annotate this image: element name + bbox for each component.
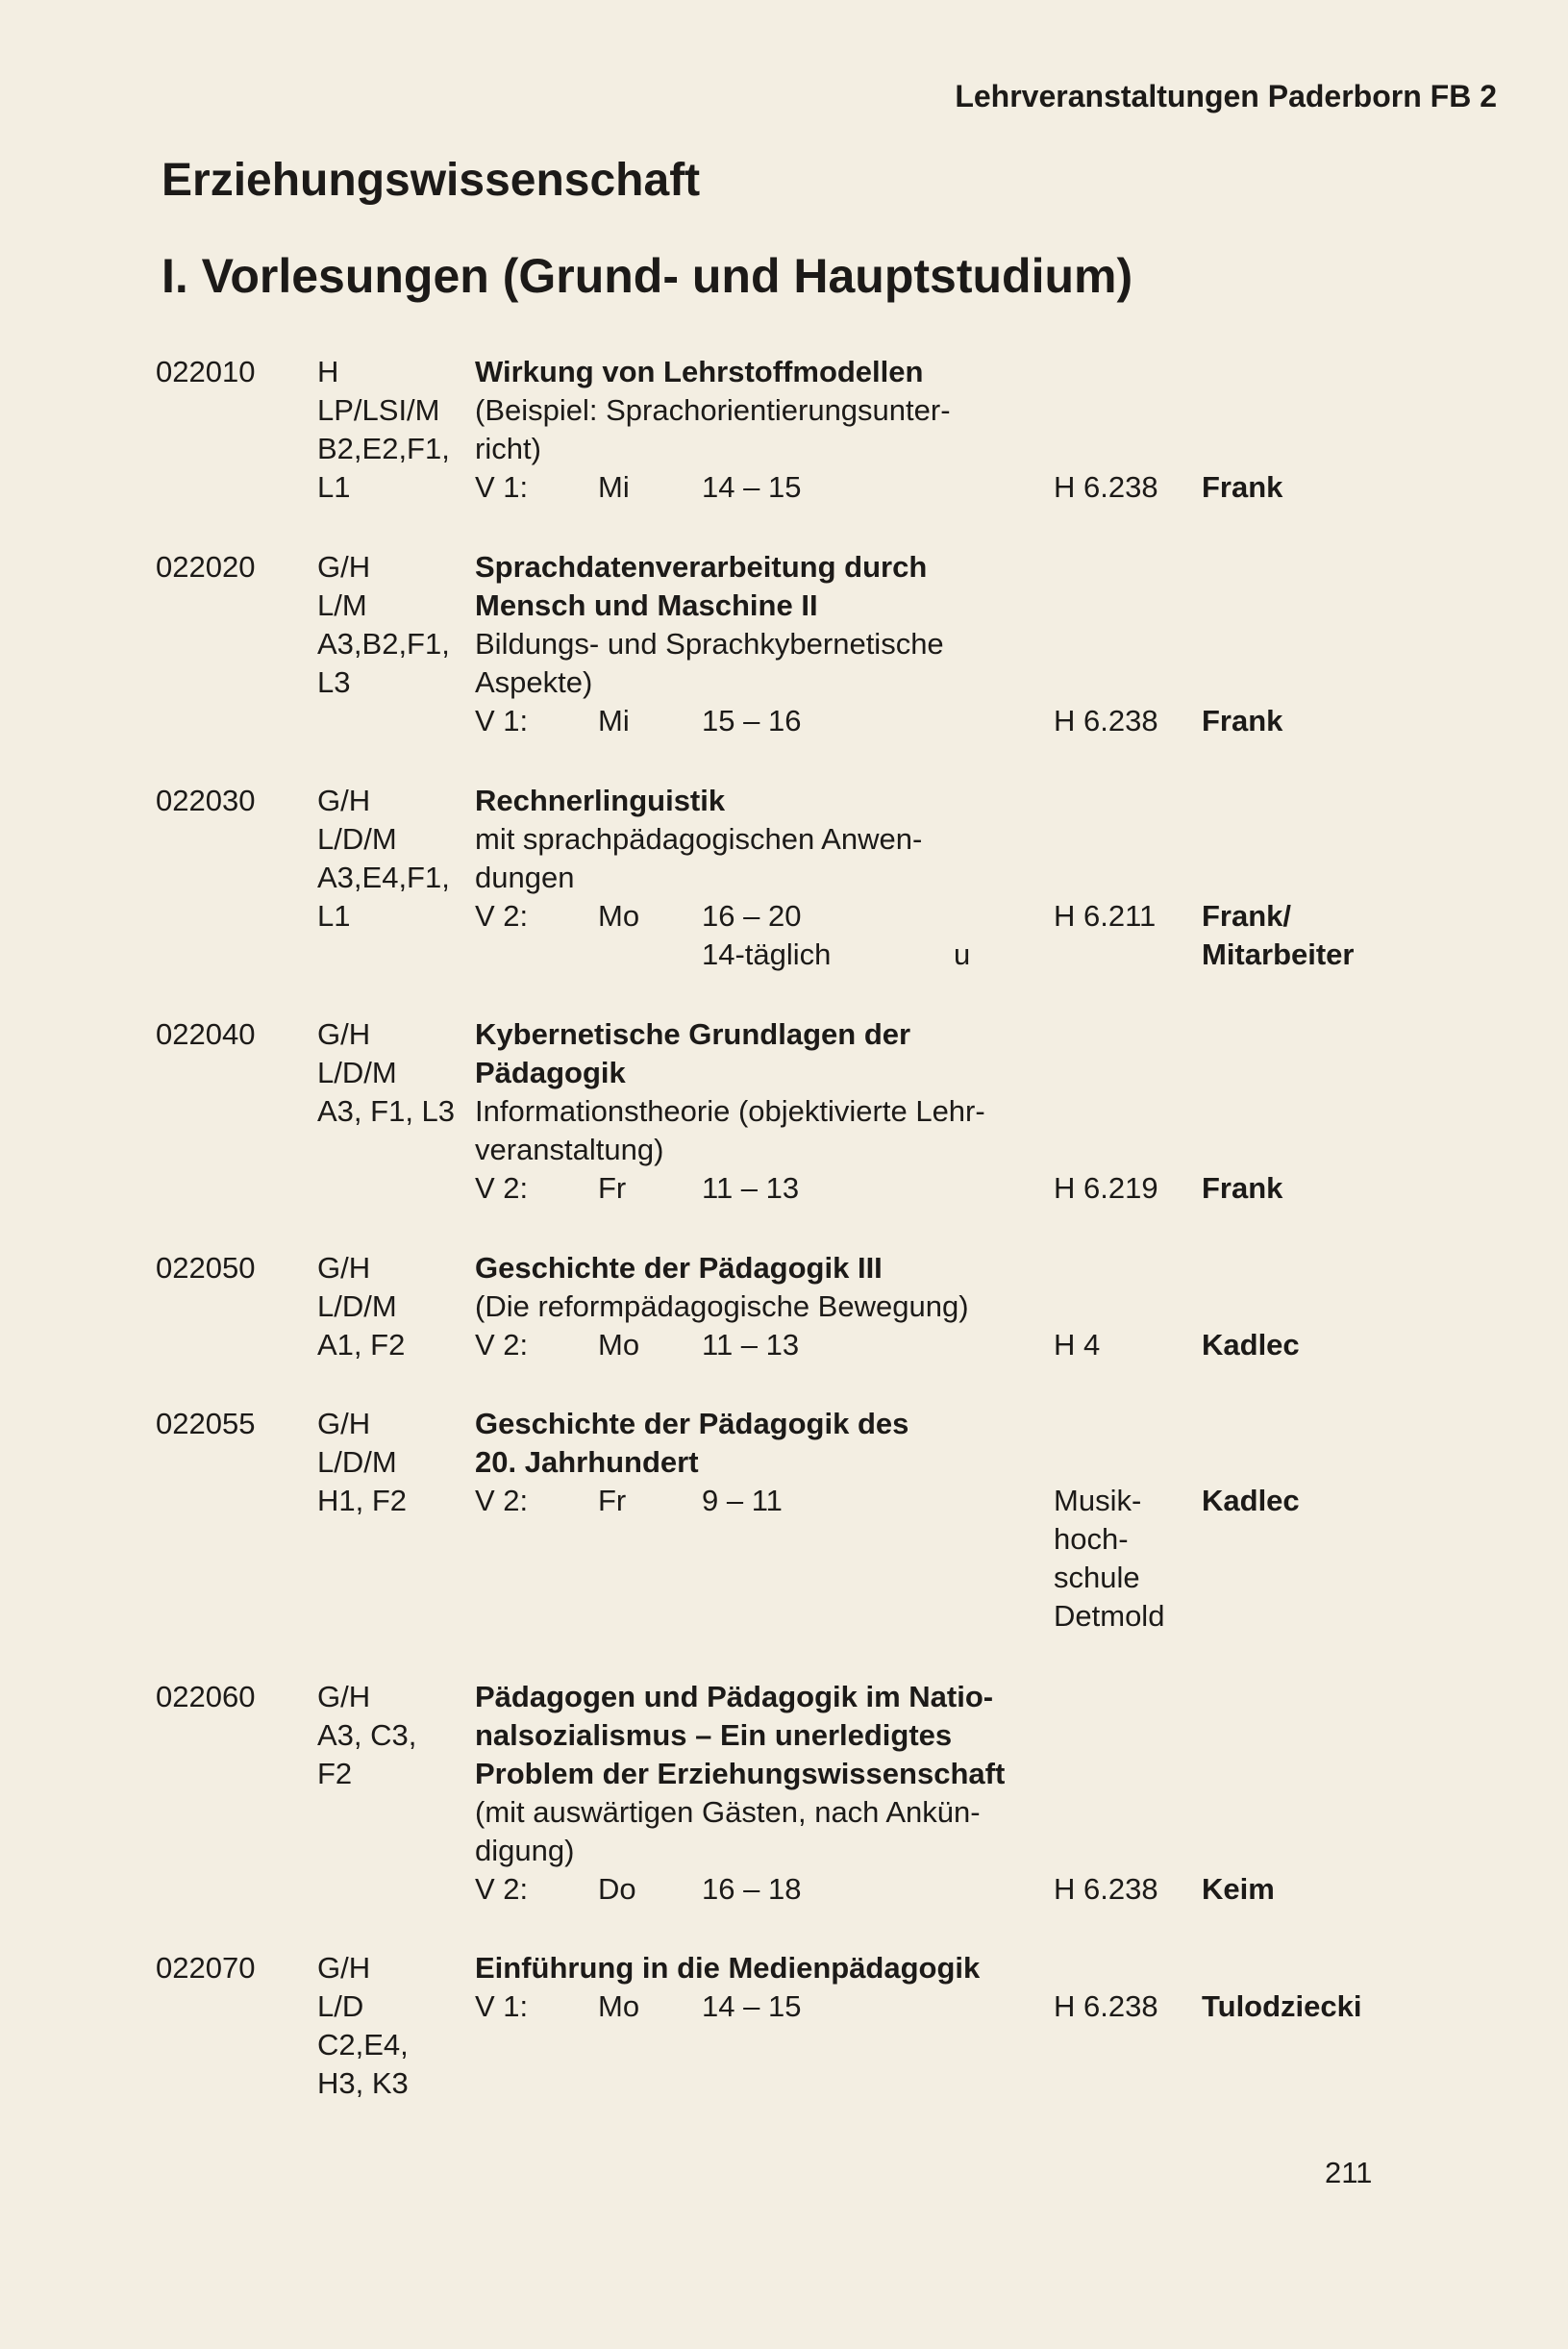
course-day: Fr xyxy=(598,1171,627,1205)
course-meta-line: L3 xyxy=(317,665,351,699)
course-room: H 6.211 xyxy=(1054,899,1157,933)
course-meta-line: L/D/M xyxy=(317,1056,397,1089)
course-title-line: richt) xyxy=(475,432,541,465)
course-title-bold-line: Problem der Erziehungswissenschaft xyxy=(475,1757,1006,1790)
course-title-line: (mit auswärtigen Gästen, nach Ankün- xyxy=(475,1795,981,1829)
course-lecturer: Frank xyxy=(1202,470,1283,504)
course-meta-line: LP/LSI/M xyxy=(317,393,440,427)
course-time: 9 – 11 xyxy=(702,1484,783,1517)
course-number: 022030 xyxy=(156,784,256,817)
course-lecturer: Kadlec xyxy=(1202,1328,1300,1362)
course-number: 022070 xyxy=(156,1951,256,1985)
course-number: 022020 xyxy=(156,550,256,584)
course-meta-line: L/D/M xyxy=(317,1445,397,1479)
course-meta-line: G/H xyxy=(317,1951,371,1985)
course-meta-line: L1 xyxy=(317,899,351,933)
course-meta-line: L/D/M xyxy=(317,822,397,856)
course-type: V 2: xyxy=(475,1872,529,1906)
course-day: Mi xyxy=(598,704,630,737)
course-title-bold-line: 20. Jahrhundert xyxy=(475,1445,699,1479)
course-meta-line: L/D xyxy=(317,1989,364,2023)
course-title-bold-line: Pädagogen und Pädagogik im Natio- xyxy=(475,1680,994,1713)
course-title-bold-line: Pädagogik xyxy=(475,1056,626,1089)
course-meta-line: F2 xyxy=(317,1757,353,1790)
course-meta-line: L/D/M xyxy=(317,1289,397,1323)
course-type: V 2: xyxy=(475,1328,529,1362)
course-schedule xyxy=(0,1326,1568,1364)
course-type: V 2: xyxy=(475,1484,529,1517)
course-title-line: Aspekte) xyxy=(475,665,593,699)
course-meta-line: B2,E2,F1, xyxy=(317,432,450,465)
course-title-line: Informationstheorie (objektivierte Lehr- xyxy=(475,1094,985,1128)
course-title-line: veranstaltung) xyxy=(475,1133,664,1166)
course-room-line: schule xyxy=(1054,1561,1140,1594)
course-note: u xyxy=(954,937,971,971)
course-title-line: (Beispiel: Sprachorientierungsunter- xyxy=(475,393,951,427)
course-time: 11 – 13 xyxy=(702,1328,800,1362)
course-time: 11 – 13 xyxy=(702,1171,800,1205)
course-title-bold-line: Sprachdatenverarbeitung durch xyxy=(475,550,928,584)
course-meta-line: L/M xyxy=(317,588,367,622)
course-meta-line: H3, K3 xyxy=(317,2066,409,2100)
course-number: 022040 xyxy=(156,1017,256,1051)
course-meta-line: H1, F2 xyxy=(317,1484,408,1517)
subsection-title: I. Vorlesungen (Grund- und Hauptstudium) xyxy=(162,249,1133,303)
course-schedule xyxy=(0,1870,1568,1909)
page-number: 211 xyxy=(1325,2156,1373,2189)
course-day: Mo xyxy=(598,1328,640,1362)
course-day: Mo xyxy=(598,1989,640,2023)
course-room: Musik- xyxy=(1054,1484,1142,1517)
course-title-bold-line: nalsozialismus – Ein unerledigtes xyxy=(475,1718,953,1752)
course-meta-line: G/H xyxy=(317,550,371,584)
course-meta-line: G/H xyxy=(317,1680,371,1713)
course-time: 14 – 15 xyxy=(702,1989,802,2023)
course-lecturer: Frank/ xyxy=(1202,899,1292,933)
course-day: Fr xyxy=(598,1484,627,1517)
course-title-bold-line: Kybernetische Grundlagen der xyxy=(475,1017,911,1051)
course-meta-line: A3, C3, xyxy=(317,1718,417,1752)
course-day: Do xyxy=(598,1872,636,1906)
course-meta-line: C2,E4, xyxy=(317,2028,409,2062)
course-lecturer: Kadlec xyxy=(1202,1484,1300,1517)
course-room: H 6.238 xyxy=(1054,704,1158,737)
course-number: 022010 xyxy=(156,355,256,388)
course-schedule xyxy=(0,897,1568,936)
course-title-bold-line: Mensch und Maschine II xyxy=(475,588,818,622)
course-schedule xyxy=(0,1987,1568,2026)
course-type: V 2: xyxy=(475,899,529,933)
course-number: 022055 xyxy=(156,1407,256,1440)
course-lecturer-2: Mitarbeiter xyxy=(1202,937,1355,971)
course-room: H 6.238 xyxy=(1054,470,1158,504)
course-time: 16 – 18 xyxy=(702,1872,802,1906)
course-room: H 6.219 xyxy=(1054,1171,1158,1205)
course-lecturer: Keim xyxy=(1202,1872,1275,1906)
course-meta-line: H xyxy=(317,355,339,388)
course-time: 15 – 16 xyxy=(702,704,802,737)
course-meta-line: A3, F1, L3 xyxy=(317,1094,456,1128)
course-title-line: Bildungs- und Sprachkybernetische xyxy=(475,627,944,661)
course-room-line: hoch- xyxy=(1054,1522,1129,1556)
section-title: Erziehungswissenschaft xyxy=(162,155,701,206)
course-type: V 1: xyxy=(475,704,529,737)
course-meta xyxy=(317,1015,455,1131)
course-title xyxy=(475,548,944,702)
course-meta xyxy=(317,1949,409,2103)
course-meta-line: A3,E4,F1, xyxy=(317,861,450,894)
course-title-line: mit sprachpädagogischen Anwen- xyxy=(475,822,923,856)
course-room: H 6.238 xyxy=(1054,1872,1158,1906)
course-meta-line: G/H xyxy=(317,1017,371,1051)
course-title-bold-line: Geschichte der Pädagogik des xyxy=(475,1407,909,1440)
course-title-line: (Die reformpädagogische Bewegung) xyxy=(475,1289,969,1323)
course-schedule xyxy=(0,468,1568,507)
course-meta xyxy=(317,1678,416,1793)
course-title xyxy=(475,1249,969,1326)
course-day: Mi xyxy=(598,470,630,504)
course-title xyxy=(475,1015,985,1169)
course-title-bold-line: Wirkung von Lehrstoffmodellen xyxy=(475,355,924,388)
course-title-line: dungen xyxy=(475,861,575,894)
course-room-line: Detmold xyxy=(1054,1599,1165,1633)
course-meta-line: A1, F2 xyxy=(317,1328,406,1362)
course-title xyxy=(475,1949,980,1987)
course-schedule xyxy=(0,1169,1568,1208)
course-lecturer: Tulodziecki xyxy=(1202,1989,1362,2023)
course-day: Mo xyxy=(598,899,640,933)
course-meta-line: G/H xyxy=(317,784,371,817)
course-meta-line: G/H xyxy=(317,1251,371,1285)
course-meta-line: G/H xyxy=(317,1407,371,1440)
course-time: 14 – 15 xyxy=(702,470,802,504)
course-type: V 1: xyxy=(475,470,529,504)
course-room: H 4 xyxy=(1054,1328,1101,1362)
running-header: Lehrveranstaltungen Paderborn FB 2 xyxy=(955,79,1497,113)
course-title xyxy=(475,1678,1005,1870)
course-number: 022060 xyxy=(156,1680,256,1713)
course-title xyxy=(475,782,922,897)
course-title-bold-line: Geschichte der Pädagogik III xyxy=(475,1251,883,1285)
course-type: V 1: xyxy=(475,1989,529,2023)
course-room: H 6.238 xyxy=(1054,1989,1158,2023)
course-meta-line: L1 xyxy=(317,470,351,504)
course-meta-line: A3,B2,F1, xyxy=(317,627,450,661)
course-title-bold-line: Rechnerlinguistik xyxy=(475,784,726,817)
course-title xyxy=(475,1405,908,1482)
course-schedule xyxy=(0,702,1568,740)
course-title-bold-line: Einführung in die Medienpädagogik xyxy=(475,1951,981,1985)
course-schedule xyxy=(0,1482,1568,1520)
course-number: 022050 xyxy=(156,1251,256,1285)
course-time: 16 – 20 xyxy=(702,899,802,933)
course-title-line: digung) xyxy=(475,1834,575,1867)
course-type: V 2: xyxy=(475,1171,529,1205)
course-title xyxy=(475,353,951,468)
course-lecturer: Frank xyxy=(1202,1171,1283,1205)
course-meta xyxy=(317,548,450,702)
course-time-note: 14-täglich xyxy=(702,937,832,971)
course-lecturer: Frank xyxy=(1202,704,1283,737)
